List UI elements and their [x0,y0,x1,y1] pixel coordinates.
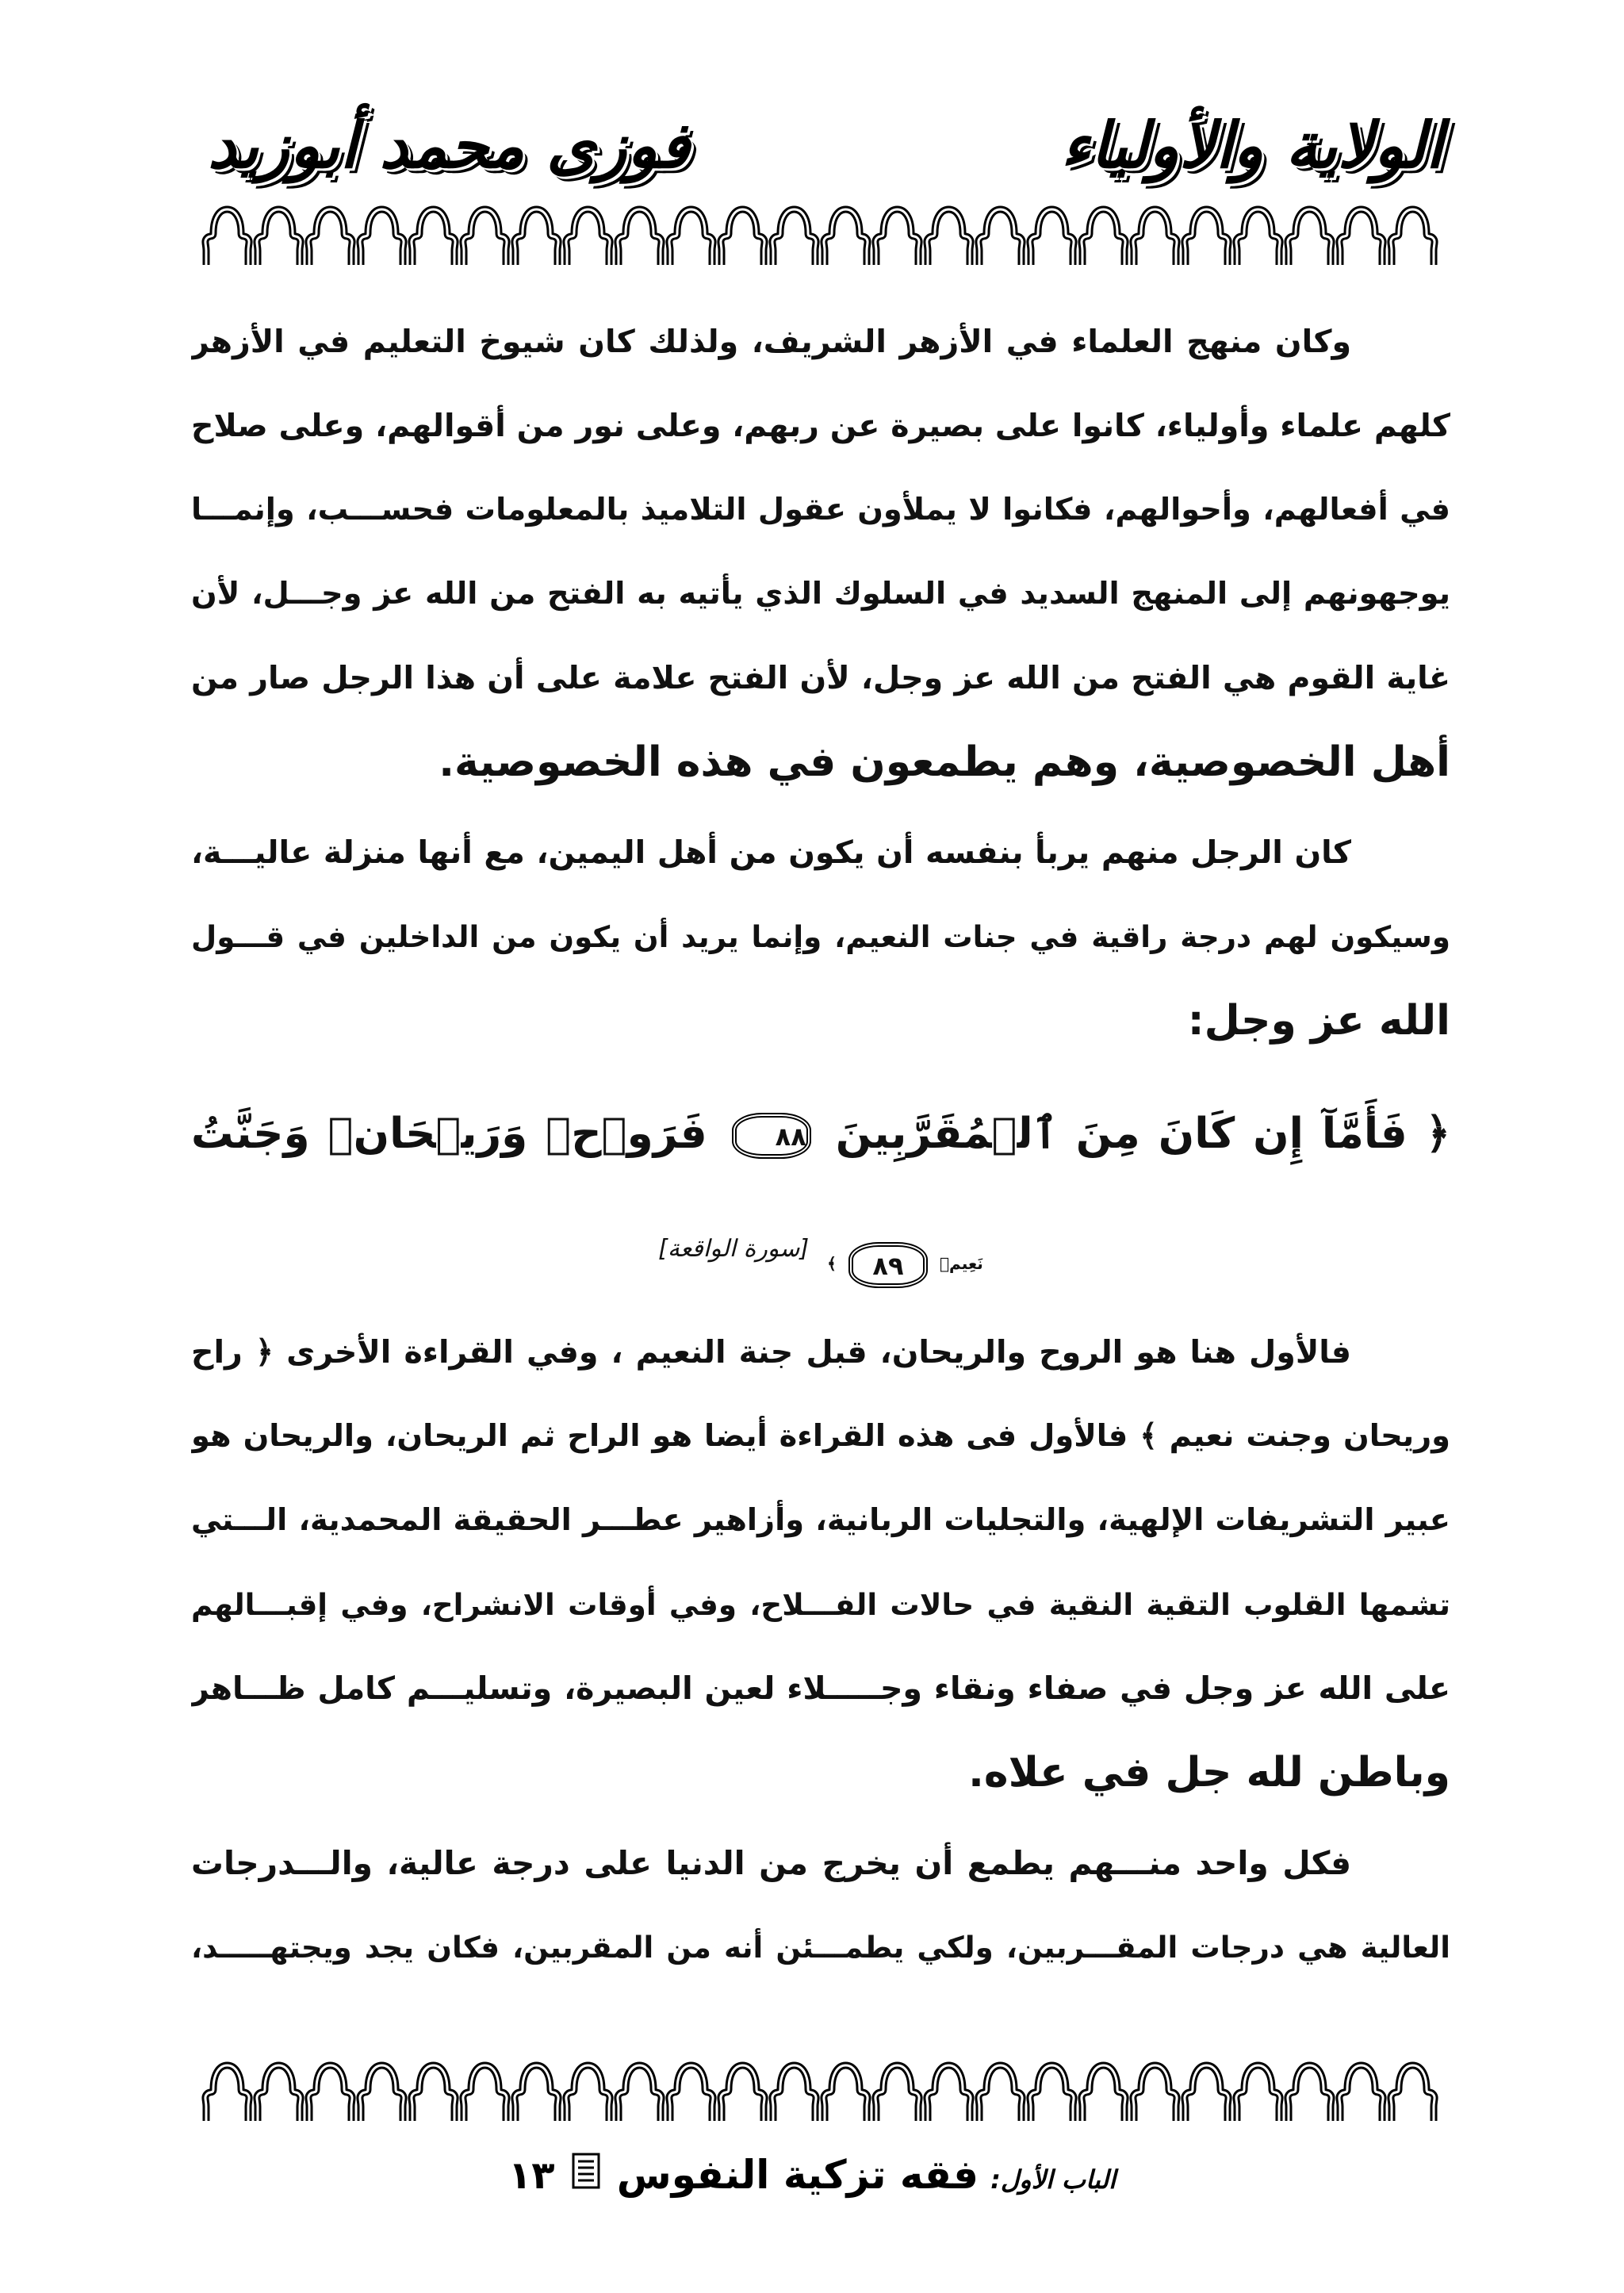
author-name: فوزى محمد أبوزيد [208,109,690,182]
book-icon [572,2152,600,2218]
paragraph-1 [191,300,1450,804]
text-line: كان الرجل منهم يربأ بنفسه أن يكون من أهل اليمين، مع أنها منزلة عاليـــة، [191,834,1351,871]
paragraph-2 [191,811,1450,1063]
ayah-number-marker: ٨٨ [732,1113,811,1159]
verse-line-2 [191,1191,1450,1306]
text-line: العالية هي درجات المقـــربين، ولكي يطمـــئن أنه من المقربين، فكان يجد ويجتهـــــد، [191,1930,1450,1965]
page-number: ١٣ [508,2153,555,2198]
text-line: يوجهونهم إلى المنهج السديد في السلوك الذي يأتيه به الفتح من الله عز وجـــل، لأن [191,576,1450,612]
chapter-label: الباب الأول: [990,2165,1116,2195]
book-title: الولاية والأولياء [1060,109,1443,182]
quran-verse [191,1076,1450,1306]
chapter-title: فقه تزكية النفوس [616,2152,979,2198]
text-line: وكان منهج العلماء في الأزهر الشريف، ولذلك كان شيوخ التعليم في الأزهر [191,324,1351,360]
text-line: عبير التشريفات الإلهية، والتجليات الربانية، وأزاهير عطـــر الحقيقة المحمدية، الـــتي [191,1502,1450,1538]
paragraph-3 [191,1310,1450,1815]
text-line: وباطن لله جل في علاه. [968,1749,1450,1796]
text-line: وريحان وجنت نعيم ﴾ فالأول فى هذه القراءة أيضا هو الراح ثم الريحان، والريحان هو [191,1418,1450,1454]
arch-border-bottom [201,2057,1438,2121]
arch-border-top [201,201,1438,265]
text-line: كلهم علماء وأولياء، كانوا على بصيرة عن ربهم، وعلى نور من أقوالهم، وعلى صلاح [191,408,1450,444]
ayah-number-marker: ٨٩ [848,1242,928,1288]
verse-text: فَرَوۡحٞ وَرَيۡحَانٞ وَجَنَّتُ [191,1109,707,1158]
text-line: الله عز وجل: [1187,997,1450,1045]
verse-line-1 [191,1076,1450,1191]
text-line: فالأول هنا هو الروح والريحان، قبل جنة النعيم ، وفي القراءة الأخرى ﴿ راح [191,1334,1351,1371]
text-line: في أفعالهم، وأحوالهم، فكانوا لا يملأون عقول التلاميذ بالمعلومات فحســـب، وإنمـــا [191,492,1450,527]
page-footer [0,2142,1624,2208]
page-body [191,300,1450,1996]
text-line: أهل الخصوصية، وهم يطمعون في هذه الخصوصية. [439,738,1450,786]
verse-open-bracket: ﴿ [1425,1109,1450,1158]
text-line: غاية القوم هي الفتح من الله عز وجل، لأن الفتح علامة على أن هذا الرجل صار من [191,660,1450,696]
paragraph-4 [191,1821,1450,1989]
text-line: فكل واحد منـــهم يطمع أن يخرج من الدنيا على درجة عالية، والـــدرجات [191,1844,1351,1882]
verse-source: [سورة الواقعة] [658,1235,810,1263]
verse-text: فَأَمَّآ إِن كَانَ مِنَ ٱلۡمُقَرَّبِينَ [835,1109,1408,1158]
verse-close-bracket: ﴾ [827,1254,837,1273]
verse-text: نَعِيمٖ [939,1254,983,1273]
text-line: وسيكون لهم درجة راقية في جنات النعيم، وإنما يريد أن يكون من الداخلين في قـــول [191,919,1450,954]
text-line: على الله عز وجل في صفاء ونقاء وجـــــلاء لعين البصيرة، وتسليـــم كامل ظـــاهر [191,1670,1450,1707]
text-line: تشمها القلوب التقية النقية في حالات الفـــلاح، وفي أوقات الانشراح، وفي إقبـــالهم [191,1587,1450,1622]
